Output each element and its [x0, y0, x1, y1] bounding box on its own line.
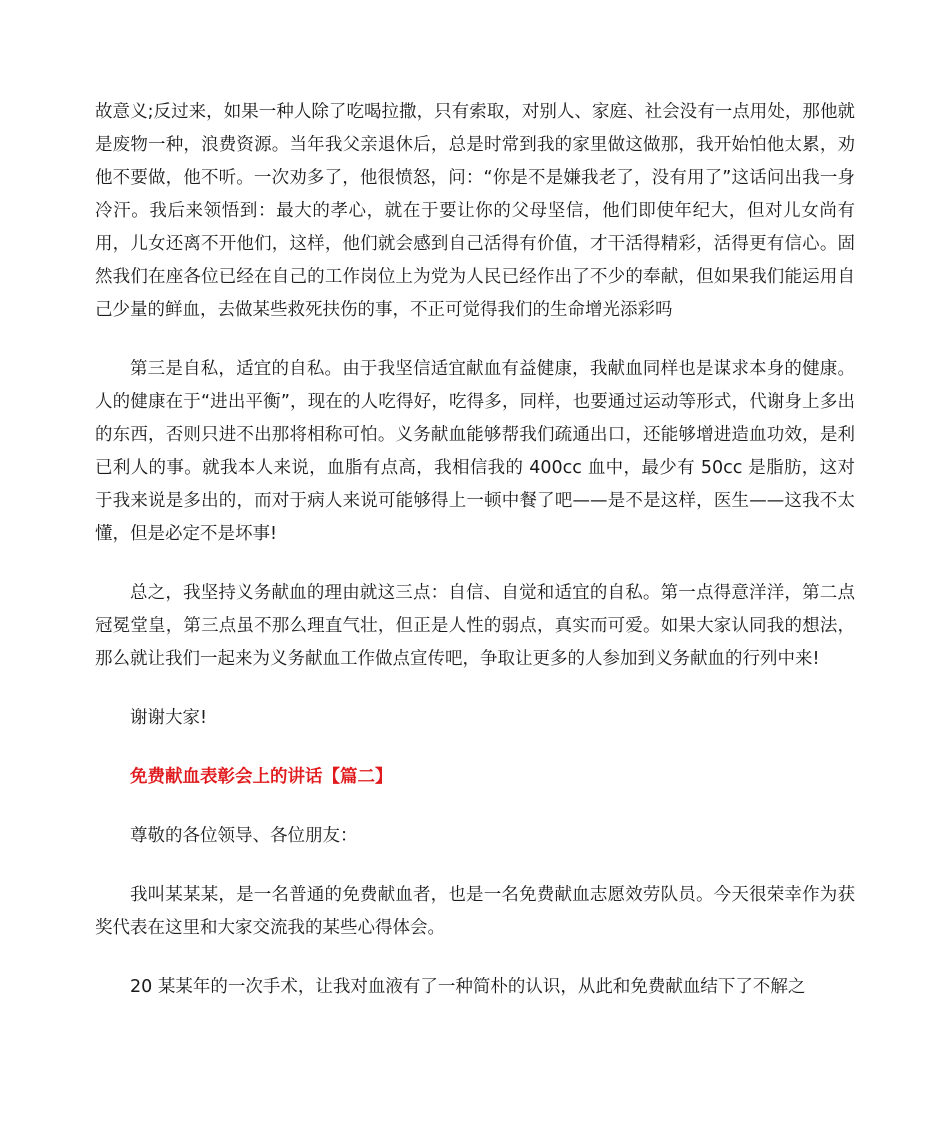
section-heading: 免费献血表彰会上的讲话【篇二】 [130, 767, 393, 787]
paragraph-greeting: 尊敬的各位领导、各位朋友： [130, 826, 358, 846]
paragraph-introduction: 我叫某某某，是一名普通的免费献血者，也是一名免费献血志愿效劳队员。今天很荣幸作为获奖代表在这里和大家交流我的某些心得体会。 [95, 885, 855, 938]
document-body [95, 96, 855, 1030]
paragraph-conclusion: 总之，我坚持义务献血的理由就这三点：自信、自觉和适宜的自私。第一点得意洋洋，第二点冠冕堂皇，第三点虽不那么理直气壮，但正是人性的弱点，真实而可爱。如果大家认同我的想法，那么就让我们一起来为义务献血工作做点宣传吧，争取让更多的人参加到义务献血的行列中来! [95, 583, 855, 669]
paragraph-third-reason: 第三是自私，适宜的自私。由于我坚信适宜献血有益健康，我献血同样也是谋求本身的健康。人的健康在于“进出平衡”，现在的人吃得好，吃得多，同样，也要通过运动等形式，代谢身上多出的东西，否则只进不出那将相称可怕。义务献血能够帮我们疏通出口，还能够增进造血功效，是利已利人的事。就我本人来说，血脂有点高，我相信我的 400cc 血中，最少有 50cc 是脂肪，这对于我来说是多出的，而对于病人来说可能够得上一顿中餐了吧——是不是这样，医生——这我不太懂，但是必定不是坏事! [95, 359, 855, 544]
paragraph-story-start: 20 某某年的一次手术，让我对血液有了一种简朴的认识，从此和免费献血结下了不解之 [130, 977, 806, 997]
paragraph-thanks: 谢谢大家! [130, 708, 208, 728]
paragraph-continuation: 故意义;反过来，如果一种人除了吃喝拉撒，只有索取，对别人、家庭、社会没有一点用处，那他就是废物一种，浪费资源。当年我父亲退休后，总是时常到我的家里做这做那，我开始怕他太累，劝他不要做，他不听。一次劝多了，他很愤怒，问：“你是不是嫌我老了，没有用了”这话问出我一身冷汗。我后来领悟到：最大的孝心，就在于要让你的父母坚信，他们即使年纪大，但对儿女尚有用，儿女还离不开他们，这样，他们就会感到自己活得有价值，才干活得精彩，活得更有信心。固然我们在座各位已经在自己的工作岗位上为党为人民已经作出了不少的奉献，但如果我们能运用自己少量的鲜血，去做某些救死扶伤的事，不正可觉得我们的生命增光添彩吗 [95, 102, 855, 320]
